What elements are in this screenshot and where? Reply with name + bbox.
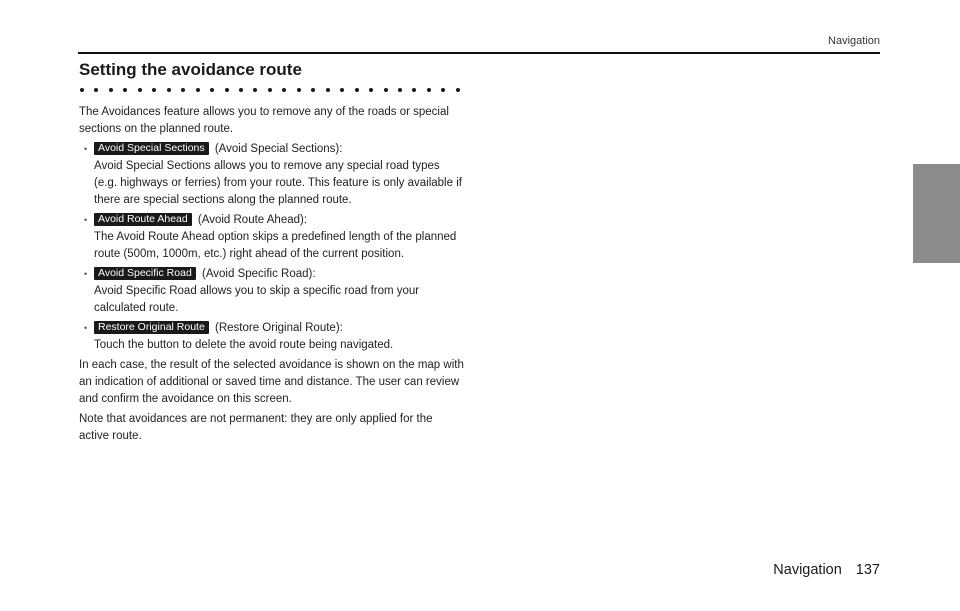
header-rule (78, 52, 880, 54)
bullet-icon: • (84, 215, 88, 225)
item-label: (Avoid Special Sections): (214, 143, 343, 155)
header-section-label: Navigation (828, 35, 880, 47)
title-dot-divider (80, 87, 460, 93)
summary-paragraph: In each case, the result of the selected avoidance is shown on the map with an indication of additional or saved time and distance. The user can review and confirm the avoidance on this screen. (79, 359, 464, 405)
page-footer (773, 562, 880, 578)
avoid-special-sections-button[interactable]: Avoid Special Sections (94, 142, 209, 155)
avoid-specific-road-button[interactable]: Avoid Specific Road (94, 267, 196, 280)
footer-section-label: Navigation (773, 562, 842, 578)
item-description: Avoid Special Sections allows you to remove any special road types (e.g. highways or ferries) from your route. This feature is only available if there are special sections along the planned route. (94, 160, 462, 206)
list-item (79, 141, 465, 209)
bullet-icon: • (84, 323, 88, 333)
intro-paragraph: The Avoidances feature allows you to remove any of the roads or special sections on the planned route. (79, 106, 449, 135)
item-label: (Avoid Route Ahead): (197, 214, 308, 226)
list-item (79, 212, 465, 263)
page-title: Setting the avoidance route (79, 60, 302, 79)
restore-original-route-button[interactable]: Restore Original Route (94, 321, 209, 334)
item-description: The Avoid Route Ahead option skips a predefined length of the planned route (500m, 1000m, etc.) right ahead of the current position. (94, 231, 457, 260)
avoid-route-ahead-button[interactable]: Avoid Route Ahead (94, 213, 192, 226)
chapter-side-tab (913, 164, 960, 263)
list-item (79, 320, 465, 354)
item-label: (Avoid Specific Road): (201, 268, 316, 280)
list-item (79, 266, 465, 317)
item-description: Touch the button to delete the avoid route being navigated. (94, 339, 394, 351)
bullet-icon: • (84, 144, 88, 154)
bullet-icon: • (84, 269, 88, 279)
page-body (79, 104, 465, 448)
item-description: Avoid Specific Road allows you to skip a specific road from your calculated route. (94, 285, 420, 314)
item-label: (Restore Original Route): (215, 322, 343, 334)
page-number: 137 (855, 562, 880, 578)
note-paragraph: Note that avoidances are not permanent: they are only applied for the active route. (79, 413, 433, 442)
